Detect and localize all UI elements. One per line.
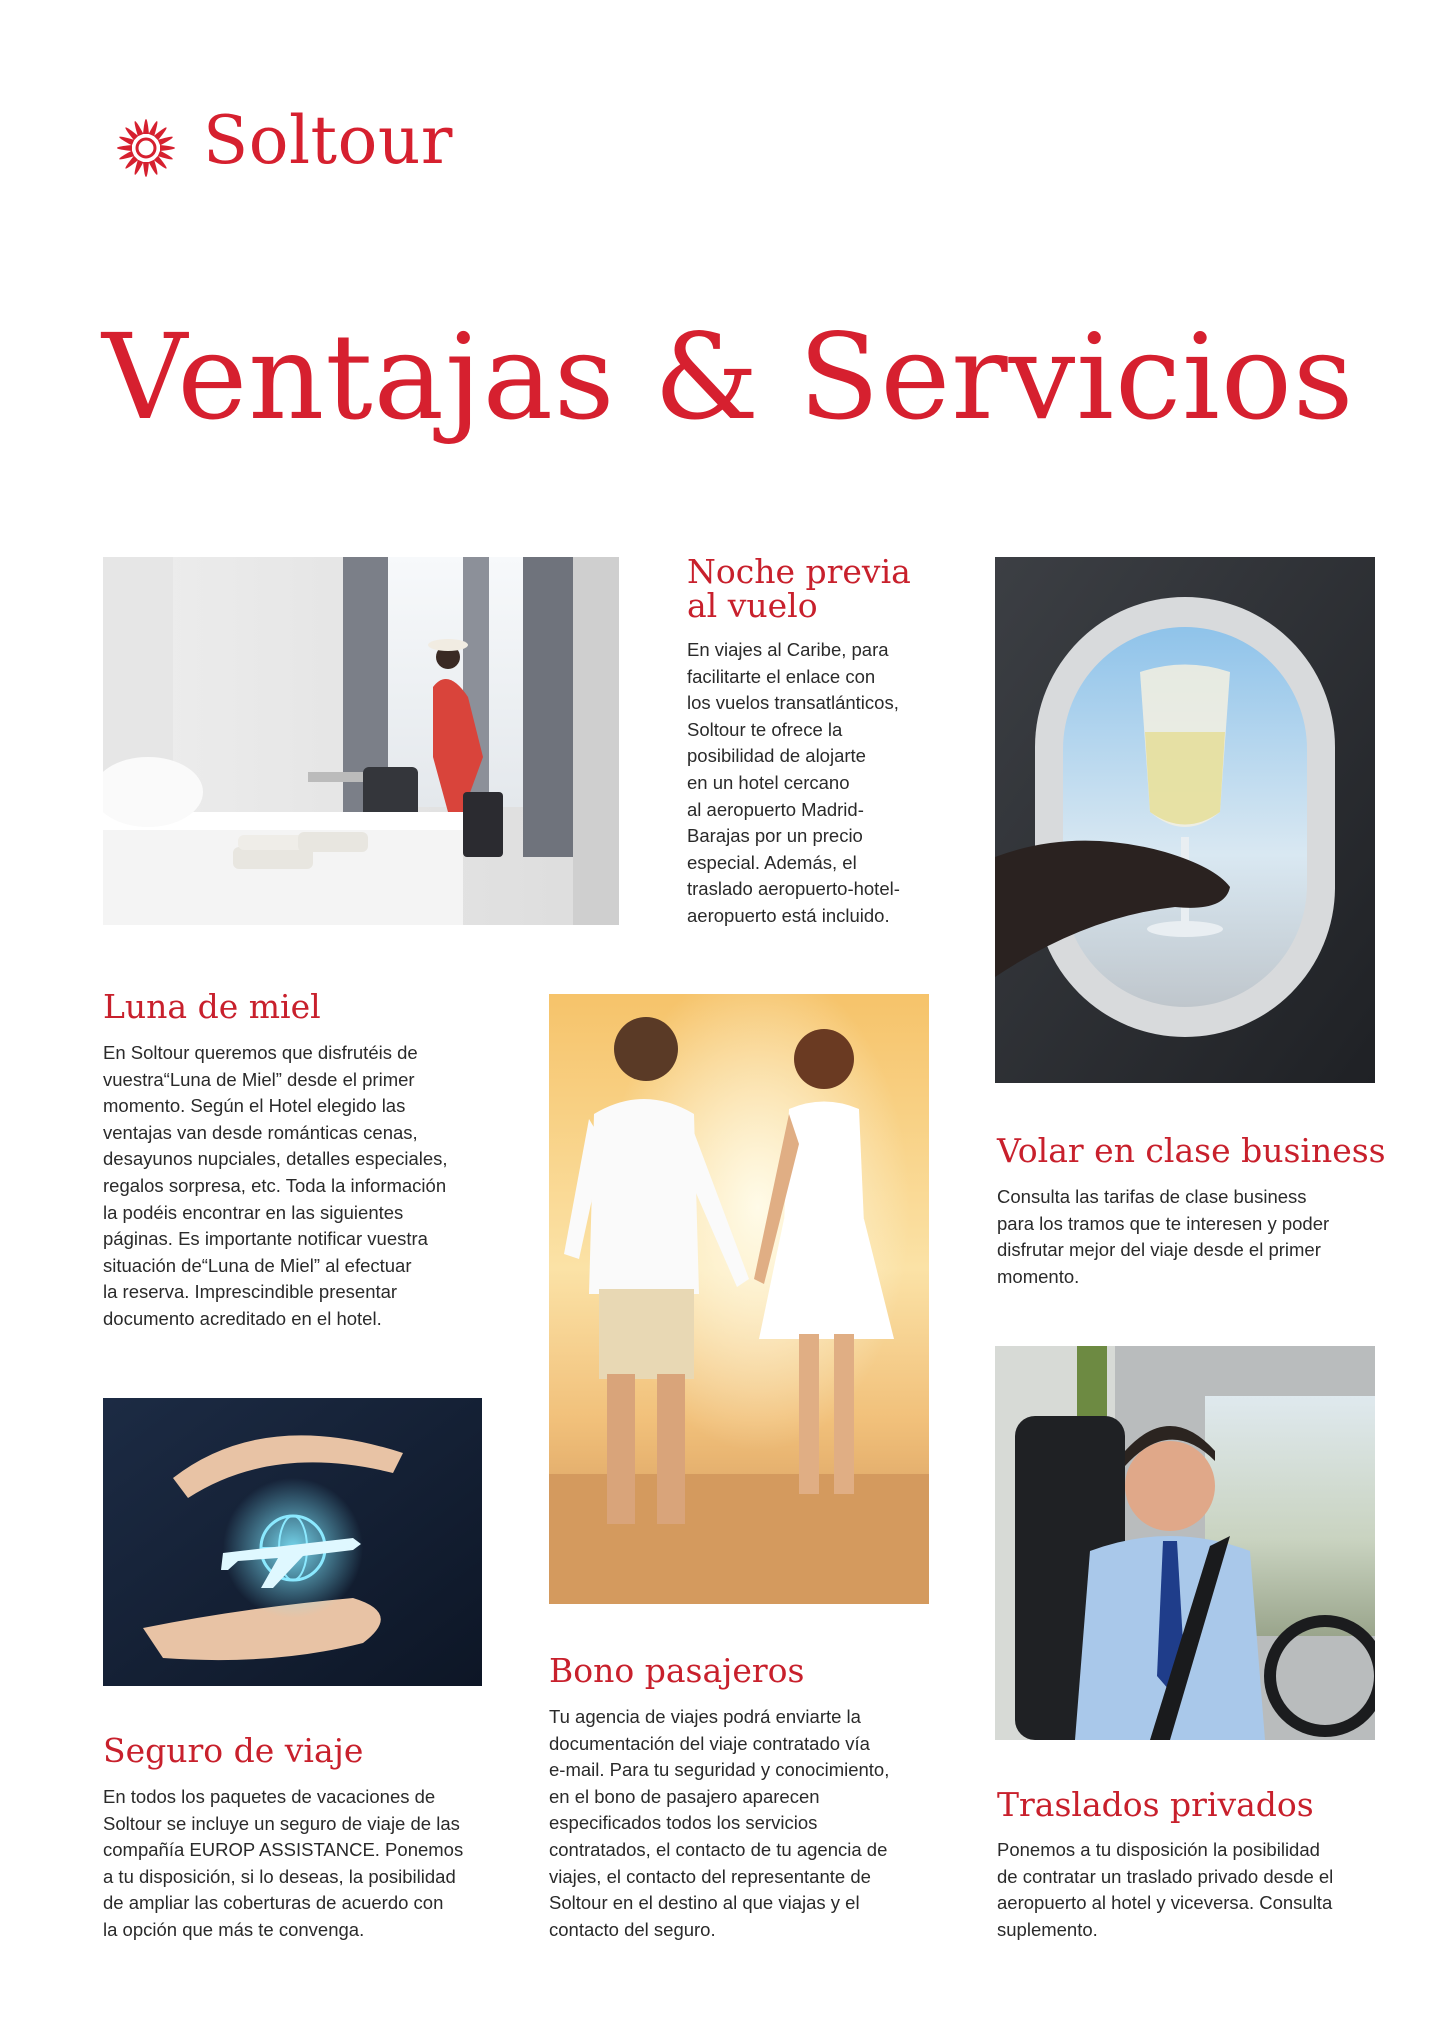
text-line: En todos los paquetes de vacaciones de: [103, 1786, 436, 1807]
text-line: en el bono de pasajero aparecen: [549, 1785, 820, 1807]
text-line: Soltour en el destino al que viajas y el: [549, 1892, 860, 1914]
text-line: los vuelos transatlánticos,: [687, 692, 899, 714]
noche-previa-text: [687, 637, 900, 930]
text-line: disfrutar mejor del viaje desde el primer: [997, 1239, 1321, 1261]
text-line: momento.: [997, 1265, 1080, 1287]
seguro-heading: Seguro de viaje: [103, 1731, 364, 1770]
noche-previa-heading: [687, 552, 911, 625]
text-line: contratados, el contacto de tu agencia de: [549, 1838, 888, 1860]
text-line: documento acreditado en el hotel.: [103, 1307, 382, 1329]
text-line: de ampliar las coberturas de acuerdo con: [103, 1892, 444, 1914]
bono-heading: Bono pasajeros: [549, 1651, 805, 1690]
text-line: situación de“Luna de Miel” al efectuar: [103, 1254, 412, 1276]
text-line: Consulta las tarifas de clase business: [997, 1186, 1307, 1207]
text-line: en un hotel cercano: [687, 771, 850, 793]
luna-de-miel-text: [103, 1040, 448, 1333]
sun-burst-icon: [102, 104, 190, 192]
text-line: ventajas van desde románticas cenas,: [103, 1121, 418, 1143]
text-line: suplemento.: [997, 1918, 1098, 1940]
text-line: especial. Además, el: [687, 851, 857, 873]
text-line: a tu disposición, si lo deseas, la posibilidad: [103, 1865, 456, 1887]
traslados-heading: Traslados privados: [997, 1785, 1314, 1824]
text-line: contacto del seguro.: [549, 1918, 716, 1940]
text-line: páginas. Es importante notificar vuestra: [103, 1228, 428, 1250]
text-line: documentación del viaje contratado vía: [549, 1732, 870, 1754]
text-line: la reserva. Imprescindible presentar: [103, 1281, 398, 1303]
seguro-text: [103, 1784, 463, 1944]
text-line: traslado aeropuerto-hotel-: [687, 878, 900, 900]
text-line: Soltour se incluye un seguro de viaje de las: [103, 1812, 460, 1834]
text-line: aeropuerto al hotel y viceversa. Consulta: [997, 1892, 1333, 1914]
heading-line: Noche previa: [687, 552, 911, 591]
text-line: posibilidad de alojarte: [687, 745, 866, 767]
page-title: Ventajas & Servicios: [102, 308, 1355, 446]
couple-beach-photo: [549, 994, 929, 1604]
text-line: e-mail. Para tu seguridad y conocimiento,: [549, 1759, 890, 1781]
text-line: la opción que más te convenga.: [103, 1918, 365, 1940]
text-line: Soltour te ofrece la: [687, 718, 843, 740]
text-line: En viajes al Caribe, para: [687, 639, 889, 660]
bono-text: [549, 1704, 889, 1943]
traslados-text: [997, 1837, 1333, 1943]
text-line: especificados todos los servicios: [549, 1812, 818, 1834]
text-line: Barajas por un precio: [687, 825, 863, 847]
text-line: Ponemos a tu disposición la posibilidad: [997, 1839, 1320, 1860]
text-line: compañía EUROP ASSISTANCE. Ponemos: [103, 1839, 464, 1861]
text-line: momento. Según el Hotel elegido las: [103, 1095, 406, 1117]
text-line: Tu agencia de viajes podrá enviarte la: [549, 1706, 861, 1727]
luna-de-miel-heading: Luna de miel: [103, 987, 321, 1026]
text-line: desayunos nupciales, detalles especiales,: [103, 1148, 448, 1170]
text-line: regalos sorpresa, etc. Toda la información: [103, 1174, 447, 1196]
hotel-room-photo: [103, 557, 619, 925]
text-line: vuestra“Luna de Miel” desde el primer: [103, 1068, 415, 1090]
business-heading: Volar en clase business: [997, 1131, 1386, 1170]
airplane-window-photo: [995, 557, 1375, 1083]
text-line: aeropuerto está incluido.: [687, 904, 890, 926]
bus-driver-photo: [995, 1346, 1375, 1740]
text-line: de contratar un traslado privado desde el: [997, 1865, 1334, 1887]
text-line: al aeropuerto Madrid-: [687, 798, 864, 820]
text-line: facilitarte el enlace con: [687, 665, 876, 687]
heading-line: al vuelo: [687, 585, 818, 625]
text-line: para los tramos que te interesen y poder: [997, 1212, 1330, 1234]
travel-insurance-photo: [103, 1398, 482, 1686]
text-line: viajes, el contacto del representante de: [549, 1865, 871, 1887]
business-text: [997, 1184, 1329, 1290]
text-line: En Soltour queremos que disfrutéis de: [103, 1042, 418, 1063]
brand-name: Soltour: [203, 102, 453, 179]
text-line: la podéis encontrar en las siguientes: [103, 1201, 404, 1223]
